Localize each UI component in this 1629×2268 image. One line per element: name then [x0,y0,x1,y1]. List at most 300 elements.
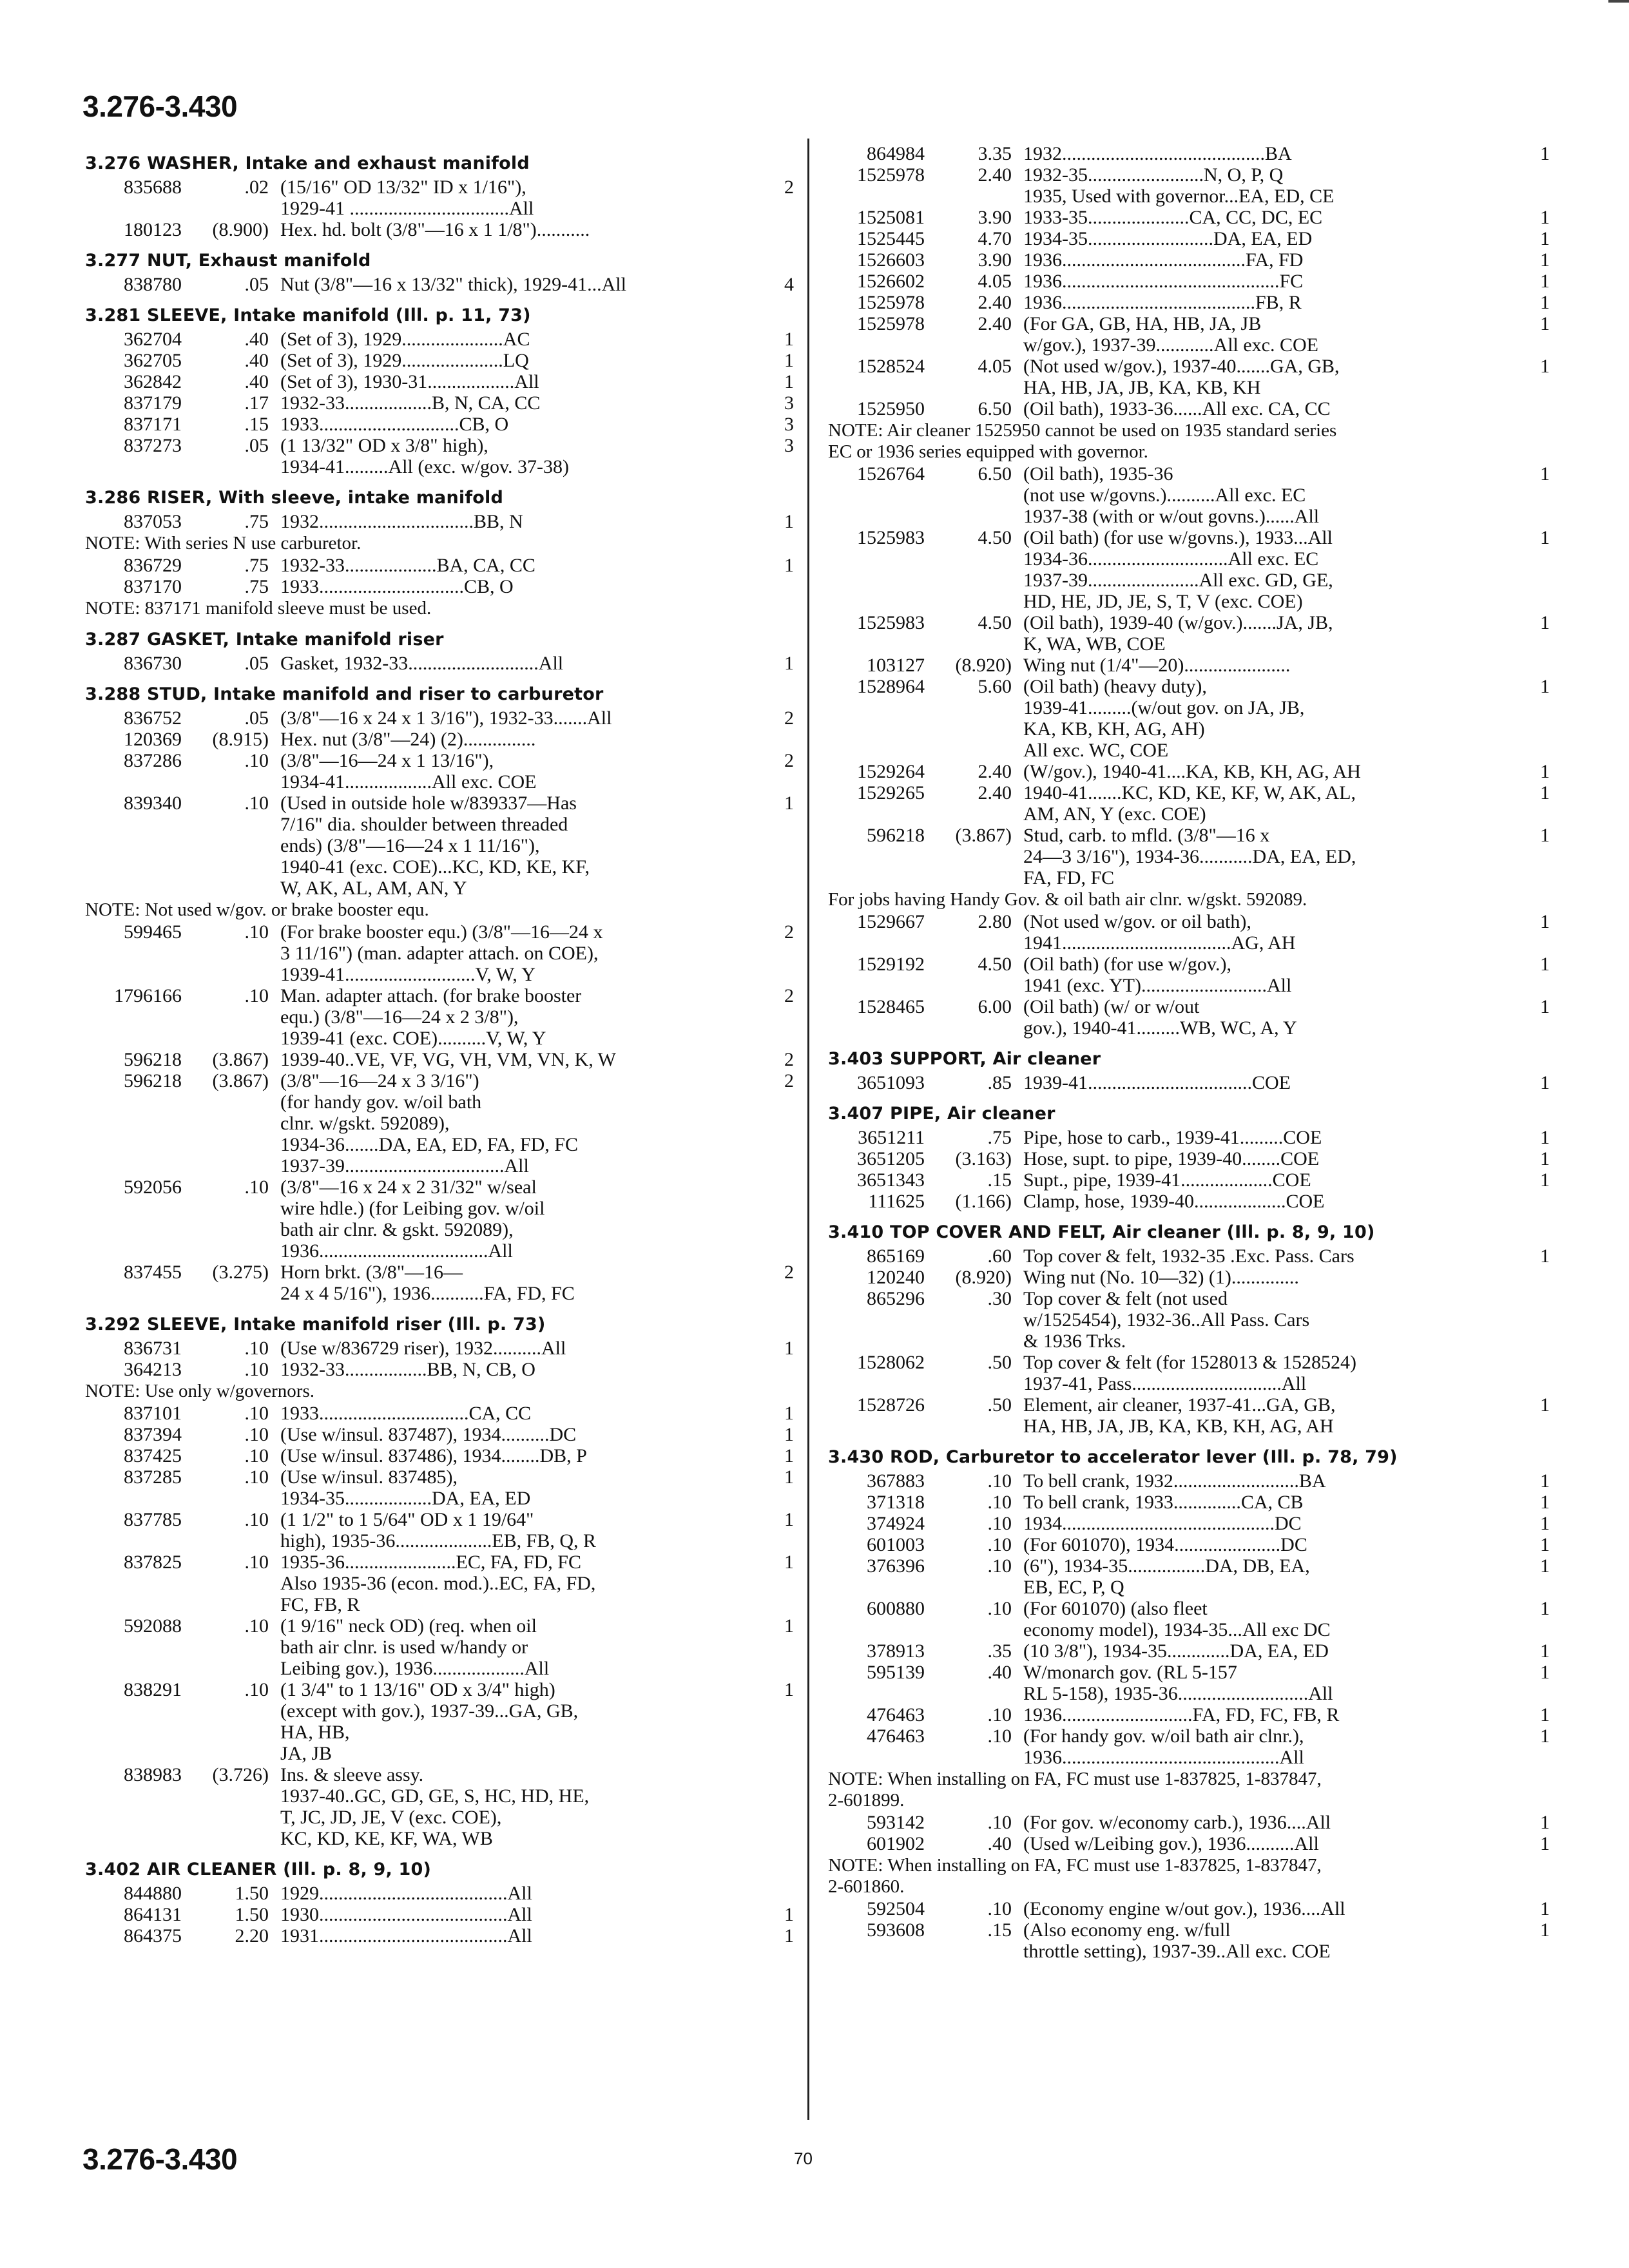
part-quantity: 1 [1540,1072,1550,1093]
part-number: 362704 [124,329,182,350]
part-row [828,313,1550,356]
part-description: Ins. & sleeve assy. 1937-40..GC, GD, GE, S, HC, HD, HE, T, JC, JD, JE, V (exc. COE), KC, KD, KE, KF, WA, WB [280,1764,590,1849]
section-note: NOTE: Not used w/gov. or brake booster equ. [85,899,429,920]
part-description: (Set of 3), 1930-31..................All [280,371,539,392]
part-row [828,676,1550,761]
part-quantity: 2 [784,177,794,198]
part-number: 837171 [124,414,182,435]
part-quantity: 3 [784,435,794,456]
part-row [828,1492,1550,1513]
part-price: .15 [244,414,269,435]
part-number: 120240 [867,1267,925,1288]
part-price: .10 [244,1445,269,1466]
part-number: 837101 [124,1403,182,1424]
part-price: .10 [244,1338,269,1359]
part-description: (For 601070) (also fleet economy model), 1934-35...All exc DC [1023,1598,1331,1640]
part-price: 2.80 [978,911,1012,932]
part-description: (Oil bath), 1935-36 (not use w/govns.)..........All exc. EC 1937-38 (with or w/out govns.)......All [1023,463,1320,527]
part-quantity: 2 [784,985,794,1006]
part-price: .85 [987,1072,1012,1093]
part-number: 837286 [124,750,182,771]
part-quantity: 1 [1540,1662,1550,1683]
part-number: 836729 [124,555,182,576]
part-quantity: 1 [784,1615,794,1637]
part-description: 1932-35........................N, O, P, Q 1935, Used with governor...EA, ED, CE [1023,164,1335,207]
part-price: 4.50 [978,954,1012,975]
part-price: .10 [987,1725,1012,1747]
part-price: .05 [244,653,269,674]
part-row [85,707,794,729]
part-row [828,1640,1550,1662]
part-row [828,825,1550,889]
catalog-section [85,1313,794,1849]
part-price: 6.50 [978,398,1012,419]
part-number: 362705 [124,350,182,371]
part-description: (Used w/Leibing gov.), 1936..........All [1023,1833,1319,1854]
part-price: .30 [987,1288,1012,1309]
part-price: .60 [987,1245,1012,1267]
part-row [828,954,1550,996]
part-quantity: 1 [1540,292,1550,313]
part-description: 1933...............................CA, CC [280,1403,532,1424]
part-description: 1932................................BB, N [280,511,523,532]
part-description: 1940-41.......KC, KD, KE, KF, W, AK, AL, AM, AN, Y (exc. COE) [1023,782,1356,825]
part-quantity: 3 [784,392,794,414]
part-number: 1529265 [857,782,925,803]
catalog-section [828,1446,1550,1962]
part-number: 374924 [867,1513,925,1534]
part-description: Nut (3/8"—16 x 13/32" thick), 1929-41...All [280,274,626,295]
part-number: 1525950 [857,398,925,419]
part-quantity: 1 [1540,1725,1550,1747]
part-number: 1525978 [857,164,925,186]
part-row [828,1725,1550,1768]
part-price: 4.70 [978,228,1012,249]
section-heading: 3.276 WASHER, Intake and exhaust manifold [85,153,530,173]
part-description: 1936.............................................FC [1023,271,1304,292]
part-number: 367883 [867,1470,925,1492]
section-note: NOTE: When installing on FA, FC must use 1-837825, 1-837847, 2-601860. [828,1855,1322,1897]
part-row [85,1424,794,1445]
part-description: (Oil bath), 1939-40 (w/gov.).......JA, JB, K, WA, WB, COE [1023,612,1333,655]
part-number: 837394 [124,1424,182,1445]
part-number: 596218 [124,1070,182,1091]
part-number: 596218 [867,825,925,846]
part-row [85,985,794,1049]
part-description: 1933-35.....................CA, CC, DC, EC [1023,207,1323,228]
part-description: 1930.......................................All [280,1904,532,1925]
part-number: 1525983 [857,527,925,548]
part-description: (1 1/2" to 1 5/64" OD x 1 19/64" high), 1935-36....................EB, FB, Q, R [280,1509,597,1552]
part-number: 3651211 [858,1127,925,1148]
part-price: .10 [244,1679,269,1700]
part-description: 1933..............................CB, O [280,576,514,597]
section-note: NOTE: Use only w/governors. [85,1381,315,1401]
part-number: 865296 [867,1288,925,1309]
right-column [828,143,1550,1962]
part-row [85,921,794,985]
part-number: 3651343 [857,1169,925,1191]
part-price: 2.40 [978,292,1012,313]
part-description: 1931.......................................All [280,1925,532,1946]
part-price: (3.726) [212,1764,269,1785]
part-description: Wing nut (1/4"—20)...................... [1023,655,1291,676]
part-price: 2.20 [235,1925,269,1946]
section-heading: 3.407 PIPE, Air cleaner [828,1104,1055,1124]
part-quantity: 1 [1540,1394,1550,1416]
part-price: .10 [244,1509,269,1530]
part-number: 1526603 [857,249,925,271]
part-quantity: 1 [1540,825,1550,846]
part-quantity: 1 [1540,207,1550,228]
part-description: 1935-36.......................EC, FA, FD, FC Also 1935-36 (econ. mod.)..EC, FA, FD, FC, FB, R [280,1552,596,1615]
part-number: 103127 [867,655,925,676]
part-description: (Use w/insul. 837485), 1934-35..................DA, EA, ED [280,1466,531,1509]
part-number: 3651093 [857,1072,925,1093]
section-heading: 3.292 SLEEVE, Intake manifold riser (Ill. p. 73) [85,1314,546,1334]
catalog-section [85,486,794,619]
part-row [85,576,794,597]
part-number: 1525983 [857,612,925,633]
part-number: 839340 [124,793,182,814]
part-quantity: 2 [784,707,794,729]
part-price: .10 [244,1552,269,1573]
part-quantity: 1 [1540,1245,1550,1267]
part-row [85,1466,794,1509]
part-row [85,1338,794,1359]
part-description: (For GA, GB, HA, HB, JA, JB w/gov.), 1937-39............All exc. COE [1023,313,1318,356]
part-row [85,1509,794,1552]
part-row [85,1552,794,1615]
part-row [85,750,794,793]
part-quantity: 1 [784,1466,794,1488]
part-number: 864984 [867,143,925,164]
part-description: Stud, carb. to mfld. (3/8"—16 x 24—3 3/16"), 1934-36...........DA, EA, ED, FA, FD, FC [1023,825,1356,889]
section-note: For jobs having Handy Gov. & oil bath air clnr. w/gskt. 592089. [828,889,1307,910]
part-price: .10 [244,1403,269,1424]
part-description: (Use w/insul. 837487), 1934..........DC [280,1424,577,1445]
part-description: (6"), 1934-35................DA, DB, EA, EB, EC, P, Q [1023,1555,1310,1598]
part-number: 1525081 [857,207,925,228]
part-number: 476463 [867,1704,925,1725]
part-quantity: 1 [784,1445,794,1466]
part-row [85,219,794,240]
part-row [828,1072,1550,1093]
part-price: (3.275) [212,1262,269,1283]
part-row [85,729,794,750]
part-row [828,996,1550,1039]
part-quantity: 1 [1540,143,1550,164]
part-row [828,228,1550,249]
part-number: 601902 [867,1833,925,1854]
part-number: 837825 [124,1552,182,1573]
part-row [85,350,794,371]
part-number: 593608 [867,1919,925,1941]
part-row [85,511,794,532]
part-price: .40 [244,329,269,350]
part-description: To bell crank, 1933..............CA, CB [1023,1492,1304,1513]
part-row [85,1445,794,1466]
part-price: .10 [244,1359,269,1380]
part-number: 601003 [867,1534,925,1555]
part-price: (1.166) [955,1191,1012,1212]
part-price: (3.867) [212,1049,269,1070]
part-row [828,1919,1550,1962]
part-quantity: 2 [784,921,794,943]
part-description: W/monarch gov. (RL 5-157 RL 5-158), 1935-36...........................All [1023,1662,1333,1704]
section-heading: 3.403 SUPPORT, Air cleaner [828,1049,1101,1069]
part-description: (3/8"—16—24 x 3 3/16") (for handy gov. w/oil bath clnr. w/gskt. 592089), 1934-36.......DA, EA, ED, FA, FD, FC 1937-39.................................All [280,1070,578,1177]
part-price: .10 [987,1704,1012,1725]
part-number: 362842 [124,371,182,392]
part-quantity: 1 [1540,676,1550,697]
part-price: .40 [987,1662,1012,1683]
part-price: .35 [987,1640,1012,1662]
part-row [828,1127,1550,1148]
part-description: (Oil bath) (for use w/govns.), 1933...All 1934-36.............................All exc. EC 1937-39.......................All exc. GD, GE, HD, HE, JD, JE, S, T, V (exc. COE) [1023,527,1333,612]
part-number: 844880 [124,1883,182,1904]
part-description: Pipe, hose to carb., 1939-41.........COE [1023,1127,1322,1148]
part-number: 111625 [868,1191,925,1212]
part-price: (3.867) [955,825,1012,846]
part-row [85,371,794,392]
part-price: .75 [987,1127,1012,1148]
part-quantity: 1 [1540,1534,1550,1555]
part-row [828,1534,1550,1555]
part-price: .10 [244,921,269,943]
section-note: NOTE: Air cleaner 1525950 cannot be used on 1935 standard series EC or 1936 series equipped with governor. [828,420,1337,462]
part-price: .10 [987,1492,1012,1513]
part-quantity: 4 [784,274,794,295]
part-description: Clamp, hose, 1939-40...................COE [1023,1191,1325,1212]
section-heading: 3.410 TOP COVER AND FELT, Air cleaner (Ill. p. 8, 9, 10) [828,1222,1375,1242]
part-row [828,463,1550,527]
part-description: 1932-33.................BB, N, CB, O [280,1359,535,1380]
part-price: .75 [244,555,269,576]
part-description: 1936........................................FB, R [1023,292,1302,313]
part-price: .15 [987,1919,1012,1941]
catalog-section [828,1102,1550,1212]
part-description: 1934-35..........................DA, EA, ED [1023,228,1313,249]
part-price: .10 [987,1534,1012,1555]
part-price: (3.867) [212,1070,269,1091]
part-quantity: 1 [1540,612,1550,633]
part-number: 592504 [867,1898,925,1919]
part-quantity: 1 [784,555,794,576]
part-quantity: 1 [784,1679,794,1700]
part-number: 838780 [124,274,182,295]
part-quantity: 1 [1540,1812,1550,1833]
part-number: 1528465 [857,996,925,1017]
part-description: 1934............................................DC [1023,1513,1302,1534]
part-row [85,1679,794,1764]
part-description: (Set of 3), 1929.....................LQ [280,350,529,371]
catalog-section [828,1221,1550,1437]
part-quantity: 1 [1540,1898,1550,1919]
part-price: 4.50 [978,612,1012,633]
part-description: (Not used w/gov.), 1937-40.......GA, GB, HA, HB, JA, JB, KA, KB, KH [1023,356,1340,398]
part-price: 1.50 [235,1904,269,1925]
part-price: .10 [244,750,269,771]
part-price: 2.40 [978,313,1012,334]
part-description: (Use w/insul. 837486), 1934........DB, P [280,1445,587,1466]
part-description: 1933.............................CB, O [280,414,509,435]
part-row [828,1191,1550,1212]
part-quantity: 1 [1540,1598,1550,1619]
part-row [828,911,1550,954]
part-price: 6.00 [978,996,1012,1017]
part-quantity: 1 [1540,228,1550,249]
page-footer: 3.276-3.430 [82,2142,238,2176]
part-number: 837425 [124,1445,182,1466]
part-quantity: 2 [784,750,794,771]
part-row [828,356,1550,398]
part-row [85,274,794,295]
part-row [828,292,1550,313]
part-price: .15 [987,1169,1012,1191]
part-row [828,527,1550,612]
part-number: 1528524 [857,356,925,377]
part-price: .10 [987,1898,1012,1919]
part-description: (1 3/4" to 1 13/16" OD x 3/4" high) (except with gov.), 1937-39...GA, GB, HA, HB, JA, JB [280,1679,579,1764]
part-number: 1529667 [857,911,925,932]
section-heading: 3.281 SLEEVE, Intake manifold (Ill. p. 11, 73) [85,305,531,325]
part-price: .10 [244,1177,269,1198]
part-quantity: 1 [1540,1919,1550,1941]
part-row [828,143,1550,164]
part-description: (Also economy eng. w/full throttle setting), 1937-39..All exc. COE [1023,1919,1331,1962]
part-description: (Oil bath) (heavy duty), 1939-41.........(w/out gov. on JA, JB, KA, KB, KH, AG, AH) All exc. WC, COE [1023,676,1305,761]
part-number: 835688 [124,177,182,198]
part-number: 1525978 [857,313,925,334]
part-number: 364213 [124,1359,182,1380]
part-description: Hex. nut (3/8"—24) (2)............... [280,729,536,750]
part-price: .10 [244,985,269,1006]
part-description: Top cover & felt (not used w/1525454), 1932-36..All Pass. Cars & 1936 Trks. [1023,1288,1310,1352]
part-description: Supt., pipe, 1939-41...................COE [1023,1169,1311,1191]
part-number: 371318 [867,1492,925,1513]
part-description: (Not used w/gov. or oil bath), 1941...................................AG, AH [1023,911,1296,954]
part-price: 6.50 [978,463,1012,485]
part-price: 5.60 [978,676,1012,697]
part-description: Top cover & felt, 1932-35 .Exc. Pass. Cars [1023,1245,1354,1267]
part-row [828,782,1550,825]
part-number: 599465 [124,921,182,943]
part-description: Wing nut (No. 10—32) (1).............. [1023,1267,1299,1288]
part-number: 837455 [124,1262,182,1283]
part-description: (Set of 3), 1929.....................AC [280,329,530,350]
catalog-section [85,683,794,1304]
part-description: Hose, supt. to pipe, 1939-40........COE [1023,1148,1320,1169]
catalog-section [85,152,794,240]
part-number: 592056 [124,1177,182,1198]
part-description: (Oil bath) (for use w/gov.), 1941 (exc. YT)..........................All [1023,954,1292,996]
part-quantity: 1 [784,1904,794,1925]
part-description: (Use w/836729 riser), 1932..........All [280,1338,566,1359]
part-description: 1936...........................FA, FD, FC, FB, R [1023,1704,1340,1725]
part-price: .05 [244,707,269,729]
part-row [85,414,794,435]
catalog-section [85,1858,794,1946]
part-description: (15/16" OD 13/32" ID x 1/16"), 1929-41 .................................All [280,177,534,219]
section-heading: 3.288 STUD, Intake manifold and riser to carburetor [85,684,604,704]
part-quantity: 1 [1540,1640,1550,1662]
part-price: .50 [987,1352,1012,1373]
part-quantity: 1 [784,1552,794,1573]
part-quantity: 1 [1540,1513,1550,1534]
part-description: (Economy engine w/out gov.), 1936....All [1023,1898,1345,1919]
part-row [828,1245,1550,1267]
part-quantity: 1 [1540,1148,1550,1169]
part-description: (1 13/32" OD x 3/8" high), 1934-41.........All (exc. w/gov. 37-38) [280,435,569,477]
part-quantity: 1 [784,653,794,674]
part-row [85,435,794,477]
page-number: 70 [794,2149,813,2168]
part-price: 3.35 [978,143,1012,164]
part-quantity: 1 [1540,911,1550,932]
part-row [85,1615,794,1679]
part-description: Hex. hd. bolt (3/8"—16 x 1 1/8")........... [280,219,590,240]
catalog-section [85,628,794,674]
part-quantity: 1 [784,1424,794,1445]
part-row [85,555,794,576]
part-row [828,1288,1550,1352]
part-row [828,1470,1550,1492]
part-row [85,793,794,899]
page-header: 3.276-3.430 [82,90,238,123]
part-price: (8.920) [955,1267,1012,1288]
part-quantity: 1 [784,511,794,532]
part-number: 596218 [124,1049,182,1070]
part-row [828,271,1550,292]
part-description: Horn brkt. (3/8"—16— 24 x 4 5/16"), 1936...........FA, FD, FC [280,1262,575,1304]
part-number: 592088 [124,1615,182,1637]
section-note: NOTE: When installing on FA, FC must use 1-837825, 1-837847, 2-601899. [828,1769,1322,1811]
part-number: 595139 [867,1662,925,1683]
part-description: To bell crank, 1932..........................BA [1023,1470,1326,1492]
part-description: (For gov. w/economy carb.), 1936....All [1023,1812,1331,1833]
section-heading: 3.430 ROD, Carburetor to accelerator lever (Ill. p. 78, 79) [828,1447,1398,1467]
part-price: .10 [244,1424,269,1445]
section-heading: 3.277 NUT, Exhaust manifold [85,251,371,271]
part-quantity: 1 [1540,1833,1550,1854]
part-description: 1932-33..................B, N, CA, CC [280,392,541,414]
part-description: (Oil bath), 1933-36......All exc. CA, CC [1023,398,1331,419]
part-quantity: 3 [784,414,794,435]
part-quantity: 1 [784,371,794,392]
part-quantity: 1 [784,1403,794,1424]
part-description: 1932-33...................BA, CA, CC [280,555,535,576]
part-number: 837179 [124,392,182,414]
part-row [85,1764,794,1849]
part-price: .17 [244,392,269,414]
part-number: 1528062 [857,1352,925,1373]
part-price: .10 [244,1615,269,1637]
part-quantity: 1 [1540,463,1550,485]
catalog-section [828,1048,1550,1093]
part-quantity: 1 [1540,1492,1550,1513]
part-quantity: 1 [784,1509,794,1530]
part-row [828,1513,1550,1534]
part-price: .40 [244,350,269,371]
part-number: 376396 [867,1555,925,1577]
catalog-section [85,304,794,477]
part-row [85,1403,794,1424]
part-quantity: 1 [1540,996,1550,1017]
part-number: 837170 [124,576,182,597]
section-heading: 3.286 RISER, With sleeve, intake manifold [85,488,504,508]
part-quantity: 1 [1540,782,1550,803]
